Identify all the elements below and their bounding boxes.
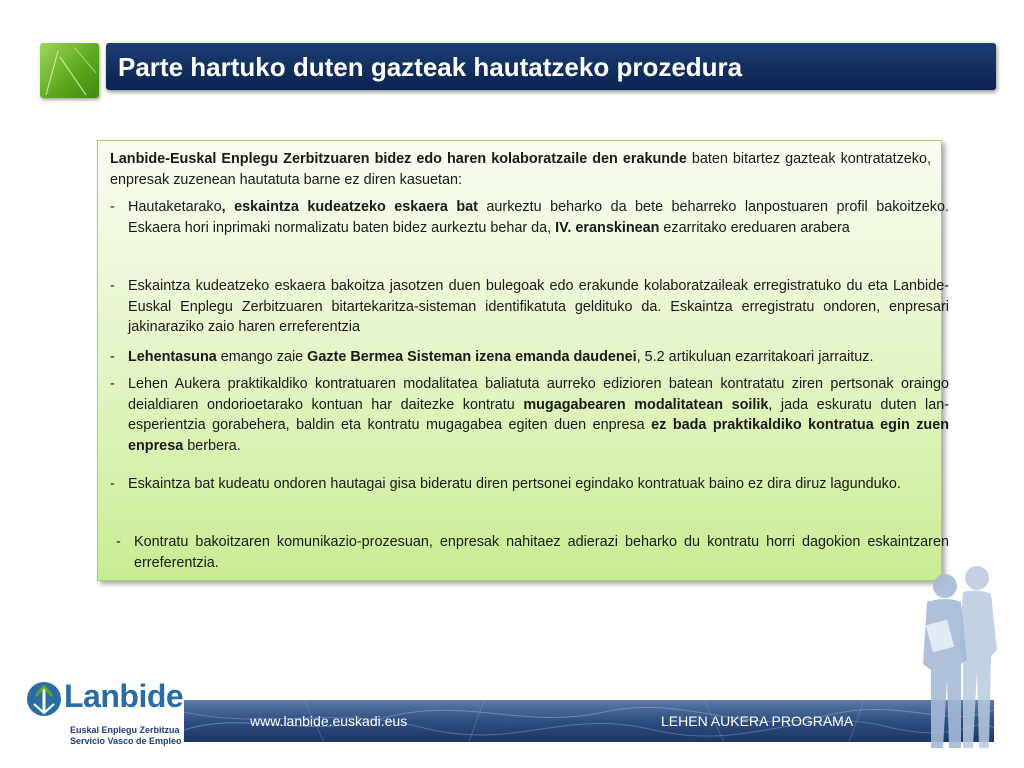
bullet-item-1: [110, 197, 949, 238]
content-box: [97, 140, 950, 581]
intro-text: baten bitartez gazteak kontratatzeko, enpresak zuzenean hautatuta barne ez diren kasuetan:: [110, 151, 931, 188]
bullet-1-bold-b: IV. eranskinean: [555, 219, 660, 236]
bullet-5-text: Eskaintza bat kudeatu ondoren hautagai gisa bideratu diren pertsonei egindako kontratuak baino ez dira diruz lagunduko.: [128, 476, 901, 492]
page-title: Parte hartuko duten gazteak hautatzeko prozedura: [118, 52, 743, 82]
bullet-1-text-c: ezarritako ereduaren arabera: [659, 219, 850, 236]
bullet-4-text-a: Lehen Aukera praktikaldiko kontratuaren modalitatea baliatuta aurreko edizioren batean kontratatu ziren pertsonak oraingo deialdiaren ondorioetarako kontuan har daitezke kontratu: [128, 376, 949, 413]
bullet-dash: -: [110, 278, 115, 294]
logo-subtitle-eu: Euskal Enplegu Zerbitzua: [70, 725, 180, 735]
bullet-4-text-b: , jada eskuratu duten lan-esperientzia gorabehera, baldin eta kontratu mugagabea egiten duen enpresa: [128, 396, 949, 433]
bullet-2-text: Eskaintza kudeatzeko eskaera bakoitza jasotzen duen bulegoak edo erakunde kolaboratzaileak erregistratuko du eta Lanbide-Euskal Enplegu Zerbitzuaren bitartekaritza-sisteman identifikatuta geldituko da. Eskaintza erregistratu ondoren, enpresari jakinaraziko zaio haren erreferentzia: [128, 278, 949, 335]
decorative-green-square: [40, 43, 99, 98]
lanbide-logo-icon: [26, 680, 62, 718]
bullet-item-6: [116, 532, 949, 573]
bullet-item-5: [110, 474, 949, 495]
bullet-1-bold-a: , eskaintza kudeatzeko eskaera bat: [221, 199, 478, 215]
title-bar: [106, 43, 996, 90]
logo-wordmark: Lanbide: [64, 678, 184, 714]
bullet-3-bold-a: Lehentasuna: [128, 349, 217, 365]
bullet-3-text-b: , 5.2 artikuluan ezarritakoari jarraituz.: [636, 349, 874, 365]
footer-bar: [184, 700, 994, 742]
bullet-3-text-a: emango zaie: [216, 349, 308, 365]
intro-bold: Lanbide-Euskal Enplegu Zerbitzuaren bidez edo haren kolaboratzaile den erakunde: [110, 151, 687, 167]
logo-subtitle-es: Servicio Vasco de Empleo: [70, 736, 182, 746]
footer-program-label: LEHEN AUKERA PROGRAMA: [661, 713, 854, 729]
bullet-item-2: [110, 276, 949, 338]
bullet-dash: -: [116, 534, 121, 550]
bullet-dash: -: [110, 376, 115, 392]
bullet-dash: -: [110, 349, 115, 365]
footer-url-link[interactable]: www.lanbide.euskadi.eus: [250, 713, 408, 729]
bullet-item-3: [110, 347, 949, 368]
bullet-dash: -: [110, 476, 115, 492]
bullet-1-text-a: Hautaketarako: [128, 199, 222, 215]
bullet-item-4: [110, 374, 949, 456]
lanbide-logo: [26, 678, 184, 750]
bullet-6-text: Kontratu bakoitzaren komunikazio-prozesuan, enpresak nahitaez adierazi beharko du kontratu horri dagokion eskaintzaren erreferentzia.: [134, 534, 949, 571]
bullet-1-text-b: aurkeztu beharko da bete beharreko lanpostuaren profil bakoitzeko. Eskaera hori inprimaki normalizatu baten bidez aurkeztu behar da,: [128, 199, 949, 236]
bullet-3-bold-b: Gazte Bermea Sisteman izena emanda daudenei: [307, 349, 637, 365]
bullet-4-bold-b: ez bada praktikaldiko kontratua egin zuen enpresa: [128, 417, 950, 454]
intro-paragraph: [110, 149, 931, 190]
green-square-lines: [40, 43, 99, 98]
bullet-dash: -: [110, 199, 115, 215]
people-silhouette-icon: [905, 560, 1015, 750]
bullet-4-bold-a: mugagabearen modalitatean soilik: [523, 396, 769, 413]
bullet-4-text-c: berbera.: [183, 437, 241, 454]
